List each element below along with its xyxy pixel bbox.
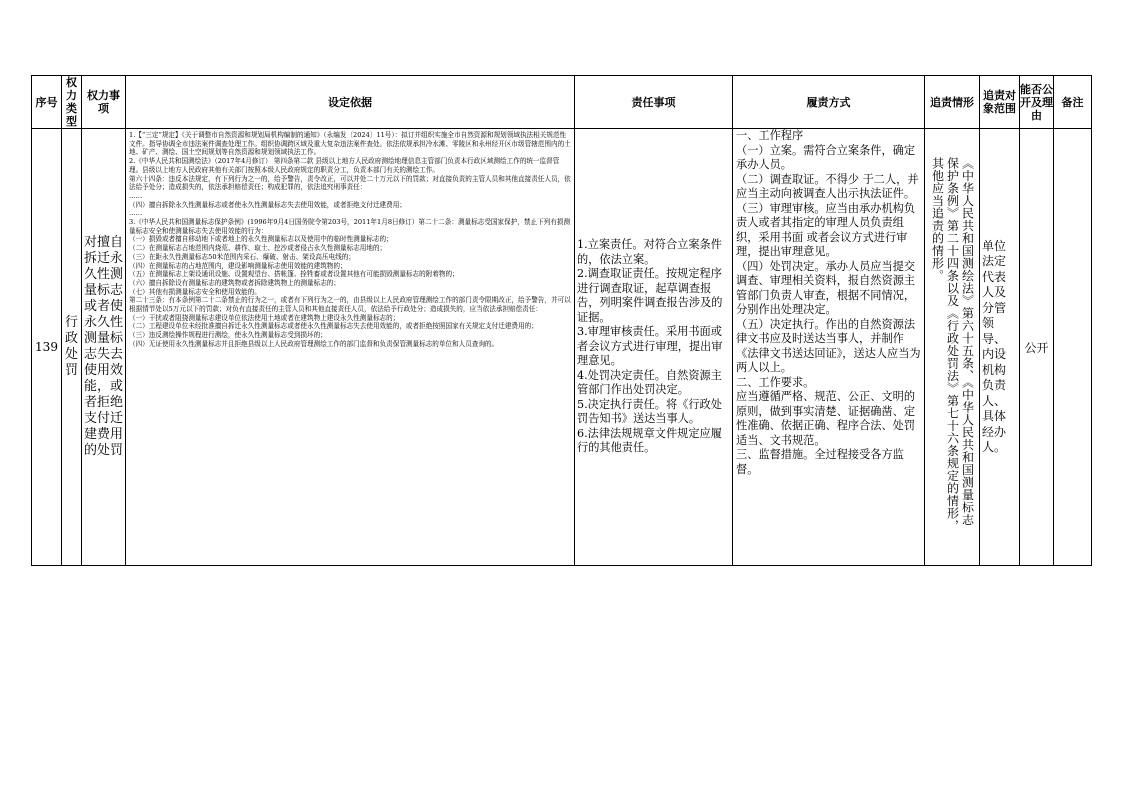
basis-line: 第六十四条：违反本法规定，有下列行为之一的，给予警告，责令改正，可以并处二十万元以下的罚款；对直接负责的主管人员和其他直接责任人员，依法给予处分；造成损失的，依法承担赔偿责任；构成犯罪的，依法追究刑事责任： <box>129 174 571 192</box>
duty-item: （五）决定执行。作出的自然资源法律文书应及时送达当事人，并制作《法律文书送达回证》，送达人应当为两人以上。 <box>736 317 921 374</box>
duty-item: （四）处罚决定。承办人员应当提交调查、审理相关资料，报自然资源主管部门负责人审查，根据不同情况，分别作出处理决定。 <box>736 259 916 316</box>
responsibility-item: 1.立案责任。对符合立案条件的，依法立案。 <box>577 238 722 266</box>
basis-line: （四）无证使用永久性测量标志并且拒绝县级以上人民政府管理测绘工作的部门监督和负责保管测量标志的单位和人员查询的。 <box>129 339 499 348</box>
responsibility-item: 2.调查取证责任。按规定程序进行调查取证，起草调查报告，列明案件调查报告涉及的证据。 <box>577 267 723 324</box>
duty-item: 三、监督措施。全过程接受各方监督。 <box>736 448 904 476</box>
basis-line: （二）在测量标志占地范围内烧荒、耕作、取土、挖沙或者侵占永久性测量标志用地的； <box>129 244 387 253</box>
basis-line: （四）擅自拆除永久性测量标志或者使永久性测量标志失去使用效能，或者拒绝支付迁建费用； <box>129 200 406 209</box>
header-remark: 备注 <box>1054 76 1092 129</box>
duty-item: （一）立案。需符合立案条件，确定承办人员。 <box>736 143 916 171</box>
header-public: 能否公开及理由 <box>1020 76 1054 129</box>
row-responsibility <box>575 129 733 566</box>
responsibility-item: 5.决定执行责任。将《行政处罚告知书》送达当事人。 <box>577 397 722 426</box>
row-public: 公开 <box>1020 129 1054 566</box>
basis-line: （五）在测量标志上架设通讯设施、设置观望台、搭帐篷、拴牲畜或者设置其他有可能损毁测量标志的附着物的； <box>129 270 459 279</box>
basis-line: 3.《中华人民共和国测量标志保护条例》(1996年9月4日国务院令第203号，2011年1月8日修订）第二十二条：测量标志受国家保护，禁止下列有损测量标志安全和使测量标志失去使用效能的行为： <box>129 218 571 235</box>
basis-line: （二）工程建设单位未经批准擅自拆迁永久性测量标志或者使永久性测量标志失去使用效能的，或者拒绝按照国家有关规定支付迁建费用的； <box>129 322 538 331</box>
basis-line: 1.【“三定”规定】《关于调整市自然资源和规划局机构编制的通知》（永编发〔2024〕11号）：拟订并组织实施全市自然资源和规划领域执法相关规范性文件。指导协调全市违法案件调查处理工作。组织协调跨区域及重大复杂违法案件查处。依法依规承担冷水滩、零陵区和永州经开区市级管辖范围内的土地、矿产、测绘、国土空间规划等自然资源和规划领域执法工作。 <box>129 131 571 157</box>
table-row <box>32 129 1092 566</box>
header-power-type: 权力类型 <box>62 76 82 129</box>
header-basis: 设定依据 <box>126 76 575 129</box>
basis-line: （四）在测量标志的占地范围内，建设影响测量标志使用效能的建筑物的； <box>129 261 347 270</box>
basis-line: （一）干扰或者阻挠测量标志建设单位依法使用土地或者在建筑物上建设永久性测量标志的； <box>129 313 400 322</box>
basis-line: 2.《中华人民共和国测绘法》（2017年4月修订） 第四条第二款 县级以上地方人民政府测绘地理信息主管部门负责本行政区域测绘工作的统一监督管理。县级以上地方人民政府其他有关部门按照本级人民政府规定的职责分工，负责本部门有关的测绘工作。 <box>129 157 560 174</box>
row-basis <box>126 129 575 566</box>
responsibility-item: 6.法律法规规章文件规定应履行的其他责任。 <box>577 426 722 455</box>
row-scope: 单位法定代表人及分管领导、内设机构负责人、具体经办人。 <box>980 129 1020 566</box>
header-power-item: 权力事项 <box>82 76 126 129</box>
basis-line: （七）其他有损测量标志安全和使用效能的。 <box>129 287 261 296</box>
header-no: 序号 <box>32 76 62 129</box>
basis-line: 第二十三条：有本条例第二十二条禁止的行为之一，或者有下列行为之一的，由县级以上人民政府管理测绘工作的部门责令限期改正，给予警告，并可以根据情节处以5万元以下的罚款；对负有直接责任的主管人员和其他直接责任人员，依法给予行政处分；造成损失的，应当依法承担赔偿责任： <box>129 296 571 314</box>
basis-line: （三）在距永久性测量标志50米范围内采石、爆破、射击、架设高压电线的； <box>129 252 355 261</box>
power-list-table <box>31 75 1092 566</box>
header-duty-method: 履责方式 <box>733 76 925 129</box>
row-remark <box>1054 129 1092 566</box>
row-pursue-cell <box>925 129 980 566</box>
row-pursue: 《中华人民共和国测绘法》第六十五条、《中华人民共和国测量标志保护条例》第二十四条以及《行政处罚法》第七十六条规定的情形，其他应当追责的情形。 <box>930 157 975 532</box>
row-no: 139 <box>32 129 62 566</box>
basis-line: （六）擅自拆除设有测量标志的建筑物或者拆除建筑物上的测量标志的； <box>129 278 340 287</box>
row-power-item: 对擅自拆迁永久性测量标志或者使永久性测量标志失去使用效能，或者拒绝支付迁建费用的处罚 <box>82 129 126 566</box>
duty-item: 一、工作程序 <box>736 129 804 142</box>
header-responsibility: 责任事项 <box>575 76 733 129</box>
header-pursue: 追责情形 <box>925 76 980 129</box>
row-power-type: 行政处罚 <box>62 129 82 566</box>
header-row <box>32 76 1092 129</box>
duty-item: 应当遵循严格、规范、公正、文明的原则，做到事实清楚、证据确凿、定性准确、依据正确、程序合法、处罚适当、文书规范。 <box>736 390 916 447</box>
responsibility-item: 4.处罚决定责任。自然资源主管部门作出处罚决定。 <box>577 368 722 397</box>
basis-line: （三）违反测绘操作规程进行测绘，使永久性测量标志受到损坏的； <box>129 331 327 340</box>
basis-line: （一）损毁或者擅自移动地下或者地上的永久性测量标志以及使用中的临时性测量标志的； <box>129 235 393 244</box>
row-duty-method <box>733 129 925 566</box>
duty-item: （三）审理审核。应当由承办机构负责人或者其指定的审理人员负责组织，采用书面 或者会议方式进行审理，提出审理意见。 <box>736 201 916 258</box>
duty-item: （二）调查取证。不得少 于二人，并应当主动向被调查人出示执法证件。 <box>736 172 919 200</box>
header-scope: 追责对象范围 <box>980 76 1020 129</box>
duty-item: 二、工作要求。 <box>736 375 815 389</box>
basis-line: …… <box>129 209 143 218</box>
basis-line: …… <box>129 191 143 200</box>
responsibility-item: 3.审理审核责任。采用书面或者会议方式进行审理，提出审理意见。 <box>577 325 723 368</box>
